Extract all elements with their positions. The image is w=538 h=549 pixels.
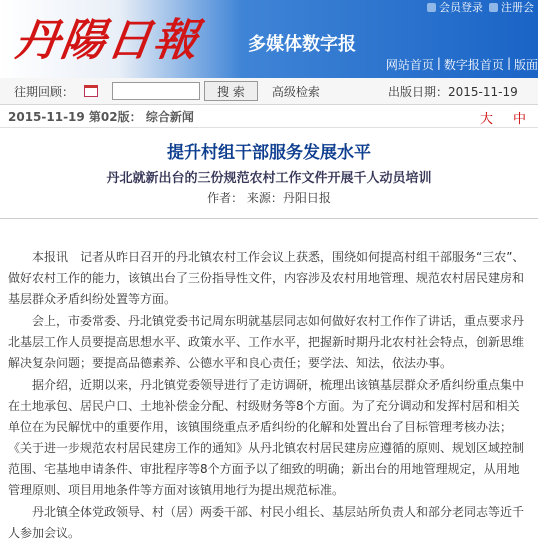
article-title: 提升村组干部服务发展水平 [167, 143, 371, 163]
register-icon [489, 3, 498, 12]
font-size-large[interactable]: 大 [479, 112, 493, 127]
publication-date [388, 83, 518, 100]
article-paragraph: 据介绍，近期以来，丹北镇党委领导进行了走访调研，梳理出该镇基层群众矛盾纠纷重点集中在土地承包、居民户口、土地补偿金分配、村级财务等8个方面。为了充分调动和发挥村居和相关单位在为民解忧中的重要作用，该镇围绕重点矛盾纠纷的化解和处置出台了目标管理考核办法；《关于进一步规范农村居民建房工作的通知》从丹北镇农村居民建房应遵循的原则、规划区域控制范围、宅基地申请条件、审批程序等8个方面予以了细致的明确；新出台的用地管理规定，从用地管理原则、项目用地条件等方面对该镇用地行为提出规范标准。 [8, 378, 525, 497]
article-byline: 作者： 来源：丹阳日报 [207, 191, 331, 205]
archive-label: 往期回顾： [14, 84, 75, 99]
member-bar [427, 0, 538, 14]
register-link[interactable] [489, 0, 534, 14]
nav-epaper-home[interactable]: 数字报首页 [443, 58, 504, 72]
top-nav: 网站首页 | 数字报首页 | 版面 [385, 56, 538, 72]
register-label: 注册会 [501, 1, 534, 14]
search-button[interactable]: 搜 索 [204, 81, 258, 101]
search-toolbar [0, 78, 538, 105]
calendar-icon[interactable] [84, 85, 98, 97]
edition-bar [0, 105, 538, 128]
advanced-search-link[interactable]: 高级检索 [271, 84, 320, 99]
pub-date-label: 出版日期： [388, 84, 449, 99]
article-paragraph: 会上，市委常委、丹北镇党委书记周东明就基层同志如何做好农村工作作了讲话，重点要求丹北基层工作人员要提高思想水平、政策水平、工作水平，把握新时期丹北农村社会特点，创新思维解决复杂问题；要提高品德素养、公德水平和良心责任；要学法、知法，依法办事。 [8, 314, 525, 370]
nav-pages[interactable]: 版面 [513, 58, 538, 72]
member-login-link[interactable] [427, 0, 483, 14]
masthead-subtitle: 多媒体数字报 [248, 34, 356, 55]
search-input[interactable] [112, 82, 200, 100]
nav-site-home[interactable]: 网站首页 [385, 58, 434, 72]
article-subtitle: 丹北就新出台的三份规范农村工作文件开展千人动员培训 [106, 171, 432, 186]
article-body [0, 219, 538, 544]
newspaper-logo: 丹陽日報 [11, 15, 203, 66]
article-paragraph: 本报讯 记者从昨日召开的丹北镇农村工作会议上获悉，围绕如何提高村组干部服务“三农”、做好农村工作的能力，该镇出台了三份指导性文件，内容涉及农村用地管理、规范农村居民建房和基层群众矛盾纠纷处置等方面。 [8, 250, 525, 306]
edition-info: 2015-11-19 第02版： 综合新闻 [8, 109, 194, 124]
font-size-medium[interactable]: 中 [512, 112, 526, 127]
masthead [0, 0, 538, 78]
font-size-switcher [480, 108, 526, 127]
pub-date-value: 2015-11-19 [448, 84, 518, 99]
article-paragraph: 丹北镇全体党政领导、村（居）两委干部、村民小组长、基层站所负责人和部分老同志等近千人参加会议。 [8, 505, 525, 540]
member-login-label: 会员登录 [439, 1, 483, 14]
user-icon [427, 3, 436, 12]
